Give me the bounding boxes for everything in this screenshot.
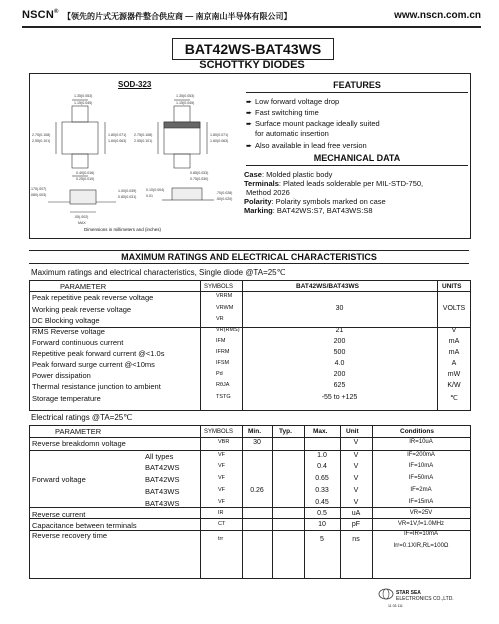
feature-item: for automatic insertion — [255, 129, 329, 138]
electrical-unit: V — [353, 452, 359, 459]
dim-label: MAX — [78, 221, 86, 225]
brand-logo: NSCN® — [22, 9, 59, 21]
rating-param: Working peak reverse voltage — [32, 305, 132, 314]
electrical-cond: IF=50mA — [408, 475, 434, 481]
e-col-symbols: SYMBOLS — [204, 429, 234, 435]
electrical-cond: IF=10mA — [408, 463, 434, 469]
electrical-symbol: IR — [218, 510, 224, 516]
e-col-typ: Typ. — [279, 428, 292, 435]
electrical-symbol: VF — [218, 452, 226, 458]
mech-terminals: Terminals: Plated leads solderable per MIL-STD-750, — [244, 179, 424, 188]
dim-label: 1.00(0.039) — [118, 189, 137, 193]
feature-item: ➨ Fast switching time — [246, 108, 319, 117]
header-divider — [22, 26, 481, 28]
dim-label: 0.80(0.031) — [118, 195, 137, 199]
rating-value: 200 — [333, 338, 346, 345]
dim-label: 0.01 — [146, 194, 153, 198]
electrical-param: Reverse current — [32, 510, 86, 519]
dim-label: 1.35(0.053) — [176, 94, 195, 98]
electrical-subtype: BAT43WS — [145, 499, 180, 508]
package-label: SOD-323 — [118, 80, 152, 89]
rating-symbol: IFM — [216, 338, 226, 344]
company-logo-icon — [378, 587, 394, 601]
mech-marking: Marking: BAT42WS:S7, BAT43WS:S8 — [244, 206, 373, 215]
rating-symbol: TSTG — [216, 394, 231, 400]
dim-label: 2.55(0.101) — [134, 139, 153, 143]
electrical-symbol: trr — [218, 536, 224, 542]
rating-symbol: VR — [216, 316, 224, 322]
dim-label: 1.60(0.063) — [108, 139, 127, 143]
dim-label: 1.60(0.063) — [210, 139, 229, 143]
rating-value: 625 — [333, 382, 346, 389]
electrical-symbol: CT — [218, 521, 226, 527]
dim-label: 0.10(0.004) — [146, 188, 165, 192]
rating-unit: mA — [448, 349, 460, 356]
dim-label: 0.85(0.033) — [190, 171, 209, 175]
rating-value: 200 — [333, 371, 346, 378]
rating-value: 21 — [335, 327, 344, 334]
dim-label: 1.15(0.045) — [74, 101, 93, 105]
rating-value: 4.0 — [334, 360, 345, 367]
electrical-min: 30 — [253, 439, 261, 446]
dim-label: 2.55(0.101) — [32, 139, 51, 143]
electrical-cond2: Irr=0.1XIR,RL=100Ω — [393, 543, 449, 549]
mechanical-heading: MECHANICAL DATA — [246, 153, 468, 166]
electrical-symbol: VF — [218, 487, 226, 493]
electrical-unit: ns — [352, 536, 360, 543]
electrical-cond: IF=IR=10mA — [403, 531, 438, 537]
electrical-symbol: VF — [218, 463, 226, 469]
rating-symbol: Pd — [216, 371, 223, 377]
electrical-max: 0.65 — [315, 475, 329, 482]
electrical-subtype: All types — [145, 452, 174, 461]
rating-unit: ℃ — [450, 395, 458, 402]
col-symbols: SYMBOLS — [204, 284, 234, 290]
footer-date: 11 03 111 — [388, 604, 403, 608]
rating-param: Peak repetitive peak reverse voltage — [32, 293, 154, 302]
rating-param: DC Blocking voltage — [32, 316, 100, 325]
e-col-conditions: Conditions — [400, 428, 434, 435]
dim-label: 1.80(0.071) — [108, 133, 127, 137]
package-drawing — [30, 92, 244, 226]
electrical-max: 5 — [320, 536, 324, 543]
e-col-unit: Unit — [346, 428, 359, 435]
e-col-max: Max. — [313, 428, 328, 435]
rating-symbol: VR(RMS) — [216, 327, 240, 333]
rating-symbol: IFSM — [216, 360, 230, 366]
rating-value: 500 — [333, 349, 346, 356]
feature-item: ➨ Also available in lead free version — [246, 141, 367, 150]
electrical-caption: Electrical ratings @TA=25℃ — [31, 413, 133, 422]
rating-unit: mA — [448, 338, 460, 345]
rating-param: Repetitive peak forward current @<1.0s — [32, 349, 165, 358]
electrical-max: 1.0 — [317, 452, 327, 459]
rating-value: 30 — [335, 305, 344, 312]
rating-unit: K/W — [447, 382, 461, 389]
ratings-heading: MAXIMUM RATINGS AND ELECTRICAL CHARACTERISTICS — [29, 250, 469, 264]
rating-unit: A — [451, 360, 457, 367]
electrical-max: 10 — [318, 521, 326, 528]
rating-symbol: VRRM — [216, 293, 233, 299]
bullet-arrow-icon: ➨ — [246, 121, 252, 128]
bullet-arrow-icon: ➨ — [246, 99, 252, 106]
rating-unit: VOLTS — [442, 305, 466, 312]
electrical-min: 0.26 — [250, 487, 264, 494]
electrical-param: Reverse breakdomn voltage — [32, 439, 126, 448]
mech-case: Case: Molded plastic body — [244, 170, 333, 179]
bullet-arrow-icon: ➨ — [246, 110, 252, 117]
page-title: BAT42WS-BAT43WS — [172, 38, 334, 60]
electrical-param: Capacitance between terminals — [32, 521, 137, 530]
electrical-unit: uA — [351, 510, 361, 517]
electrical-symbol: VF — [218, 475, 226, 481]
electrical-unit: V — [353, 463, 359, 470]
ratings-caption: Maximum ratings and electrical characteristics, Single diode @TA=25℃ — [31, 268, 286, 277]
electrical-unit: pF — [351, 521, 361, 528]
rating-unit: mW — [447, 371, 461, 378]
rating-param: Power dissipation — [32, 371, 91, 380]
col-value: BAT42WS/BAT43WS — [296, 283, 359, 290]
rating-param: Thermal resistance junction to ambient — [32, 382, 161, 391]
dim-label: 0.25(0.010) — [76, 177, 95, 181]
electrical-symbol: VF — [218, 499, 226, 505]
electrical-unit: V — [353, 487, 359, 494]
electrical-cond: IF=2mA — [410, 487, 432, 493]
electrical-subtype: BAT42WS — [145, 475, 180, 484]
dim-label: 1.15(0.045) — [176, 101, 195, 105]
footer-company: STAR SEA ELECTRONICS CO.,LTD. — [396, 590, 454, 602]
electrical-cond: IF=200mA — [407, 452, 435, 458]
features-heading: FEATURES — [246, 80, 468, 93]
electrical-unit: V — [353, 439, 359, 446]
electrical-subtype: BAT43WS — [145, 487, 180, 496]
dimensions-note: Dimensions in millimeters and (inches) — [84, 227, 162, 232]
dim-label: .175(.007) — [30, 187, 47, 191]
electrical-cond: IR=10uA — [409, 439, 433, 445]
rating-param: Forward continuous current — [32, 338, 124, 347]
page-subtitle: SCHOTTKY DIODES — [199, 59, 305, 71]
dim-label: 0.40(0.016) — [76, 171, 95, 175]
dim-label: 0.75(0.030) — [190, 177, 209, 181]
website-url[interactable]: www.nscn.com.cn — [394, 10, 481, 21]
electrical-symbol: VBR — [218, 439, 230, 445]
electrical-cond: VR=25V — [409, 510, 433, 516]
dim-label: .70(0.028) — [216, 191, 233, 195]
dim-label: 2.75(0.108) — [32, 133, 51, 137]
electrical-max: 0.45 — [315, 499, 329, 506]
dim-label: .080(.003) — [30, 193, 47, 197]
electrical-unit: V — [353, 499, 359, 506]
mech-polarity: Polarity: Polarity symbols marked on case — [244, 197, 386, 206]
electrical-param: Forward voltage — [32, 475, 86, 484]
col-units: UNITS — [442, 283, 462, 290]
company-name: 【领先的片式无源器件整合供应商 — 南京南山半导体有限公司】 — [63, 12, 292, 21]
dim-label: 1.35(0.053) — [74, 94, 93, 98]
rating-param: RMS Reverse voltage — [32, 327, 105, 336]
feature-item: ➨ Surface mount package ideally suited — [246, 119, 380, 128]
electrical-max: 0.33 — [315, 487, 329, 494]
electrical-cond: VR=1V,f=1.0MHz — [397, 521, 445, 527]
rating-param: Peak forward surge current @<10ms — [32, 360, 155, 369]
electrical-param: Reverse recovery time — [32, 531, 108, 540]
electrical-max: 0.4 — [317, 463, 327, 470]
e-col-parameter: PARAMETER — [55, 427, 102, 436]
electrical-max: 0.5 — [317, 510, 327, 517]
dim-label: .05(.002) — [74, 215, 89, 219]
rating-param: Storage temperature — [32, 394, 101, 403]
electrical-cond: IF=15mA — [408, 499, 434, 505]
bullet-arrow-icon: ➨ — [246, 143, 252, 150]
rating-symbol: IFRM — [216, 349, 230, 355]
feature-item: ➨ Low forward voltage drop — [246, 97, 340, 106]
dim-label: 1.80(0.071) — [210, 133, 229, 137]
mech-terminals-2: Method 2026 — [246, 188, 290, 197]
e-col-min: Min. — [248, 428, 261, 435]
dim-label: 2.75(0.108) — [134, 133, 153, 137]
rating-symbol: VRWM — [216, 305, 234, 311]
col-parameter: PARAMETER — [60, 282, 107, 291]
electrical-unit: V — [353, 475, 359, 482]
electrical-subtype: BAT42WS — [145, 463, 180, 472]
rating-unit: V — [451, 327, 457, 334]
rating-value: -55 to +125 — [321, 394, 358, 401]
rating-symbol: RθJA — [216, 382, 230, 388]
dim-label: .50(0.020) — [216, 197, 233, 201]
